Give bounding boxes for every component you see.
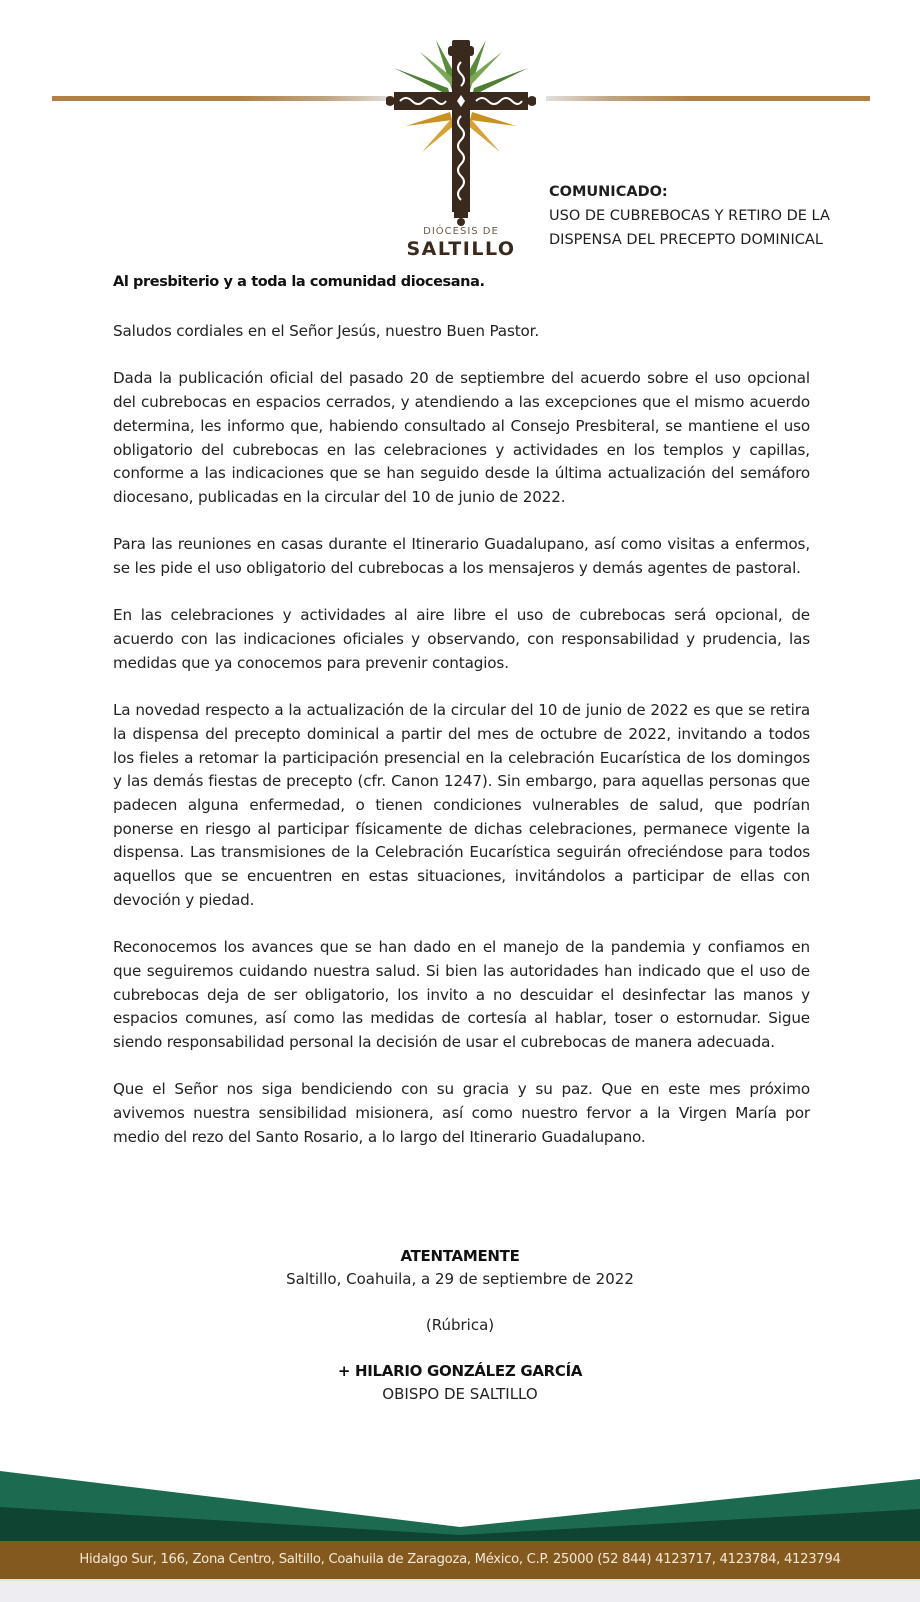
letter-body — [113, 320, 810, 1173]
signer-name: + HILARIO GONZÁLEZ GARCÍA — [337, 1362, 583, 1380]
logo-title: SALTILLO — [406, 238, 516, 260]
letter-salutation: Al presbiterio y a toda la comunidad diocesana. — [113, 274, 485, 290]
paragraph-dispensation: La novedad respecto a la actualización de la circular del 10 de junio de 2022 es que se retira la dispensa del precepto dominical a partir del mes de octubre de 2022, invitando a todos los fieles a retomar la participación presencial en la celebración Eucarística de los domingos y las demás fiestas de precepto (cfr. Canon 1247). Sin embargo, para aquellas personas que padecen alguna enfermedad, o tienen condiciones vulnerables de salud, que podrían ponerse en riesgo al participar físicamente de dichas celebraciones, permanece vigente la dispensa. Las transmisiones de la Celebración Eucarística seguirán ofreciéndose para todos aquellos que se encuentren en estas situaciones, invitándolos a participar de ellas con devoción y piedad. — [113, 701, 810, 909]
letter-closing — [0, 1245, 920, 1406]
paragraph-greeting: Saludos cordiales en el Señor Jesús, nuestro Buen Pastor. — [113, 322, 540, 340]
footer-address-bar: Hidalgo Sur, 166, Zona Centro, Saltillo, Coahuila de Zaragoza, México, C.P. 25000 (52 844) 4123717, 4123784, 4123794 — [0, 1541, 920, 1579]
signer-title: OBISPO DE SALTILLO — [382, 1385, 538, 1403]
bottom-strip — [0, 1579, 920, 1602]
communique-label: COMUNICADO: — [549, 184, 668, 200]
footer-green-wave — [0, 1465, 920, 1541]
paragraph-pandemic: Reconocemos los avances que se han dado en el manejo de la pandemia y confiamos en que seguiremos cuidando nuestra salud. Si bien las autoridades han indicado que el uso de cubrebocas deja de ser obligatorio, los invito a no descuidar el desinfectar las manos y espacios comunes, así como las medidas de cortesía al hablar, toser o estornudar. Sigue siendo responsabilidad personal la decisión de usar el cubrebocas de manera adecuada. — [113, 938, 810, 1052]
paragraph-home-visits: Para las reuniones en casas durante el Itinerario Guadalupano, así como visitas a enfermos, se les pide el uso obligatorio del cubrebocas a los mensajeros y demás agentes de pastoral. — [113, 535, 810, 577]
cross-agave-icon — [386, 30, 536, 230]
paragraph-outdoor: En las celebraciones y actividades al aire libre el uso de cubrebocas será opcional, de acuerdo con las indicaciones oficiales y observando, con responsabilidad y prudencia, las medidas que ya conocemos para prevenir contagios. — [113, 606, 810, 672]
communique-title-line-1: USO DE CUBREBOCAS Y RETIRO DE LA — [549, 208, 830, 224]
logo-subtitle: DIÓCESIS DE — [423, 226, 499, 237]
paragraph-indoor-masks: Dada la publicación oficial del pasado 20 de septiembre del acuerdo sobre el uso opcional del cubrebocas en espacios cerrados, y atendiendo a las excepciones que el mismo acuerdo determina, les informo que, habiendo consultado al Consejo Presbiteral, se mantiene el uso obligatorio del cubrebocas en las celebraciones y actividades en los templos y capillas, conforme a las indicaciones que se han seguido desde la última actualización del semáforo diocesano, publicadas en la circular del 10 de junio de 2022. — [113, 369, 810, 506]
header-decorative-line-right — [546, 96, 870, 101]
paragraph-blessing: Que el Señor nos siga bendiciendo con su gracia y su paz. Que en este mes próximo avivemos nuestra sensibilidad misionera, así como nuestro fervor a la Virgen María por medio del rezo del Santo Rosario, a lo largo del Itinerario Guadalupano. — [113, 1080, 810, 1146]
communique-heading — [549, 180, 869, 252]
diocese-logo — [386, 30, 536, 260]
closing-place-date: Saltillo, Coahuila, a 29 de septiembre de 2022 — [286, 1270, 634, 1288]
closing-signature: (Rúbrica) — [425, 1316, 495, 1334]
closing-regards: ATENTAMENTE — [400, 1247, 520, 1265]
communique-title-line-2: DISPENSA DEL PRECEPTO DOMINICAL — [549, 232, 823, 248]
header-decorative-line-left — [52, 96, 394, 101]
